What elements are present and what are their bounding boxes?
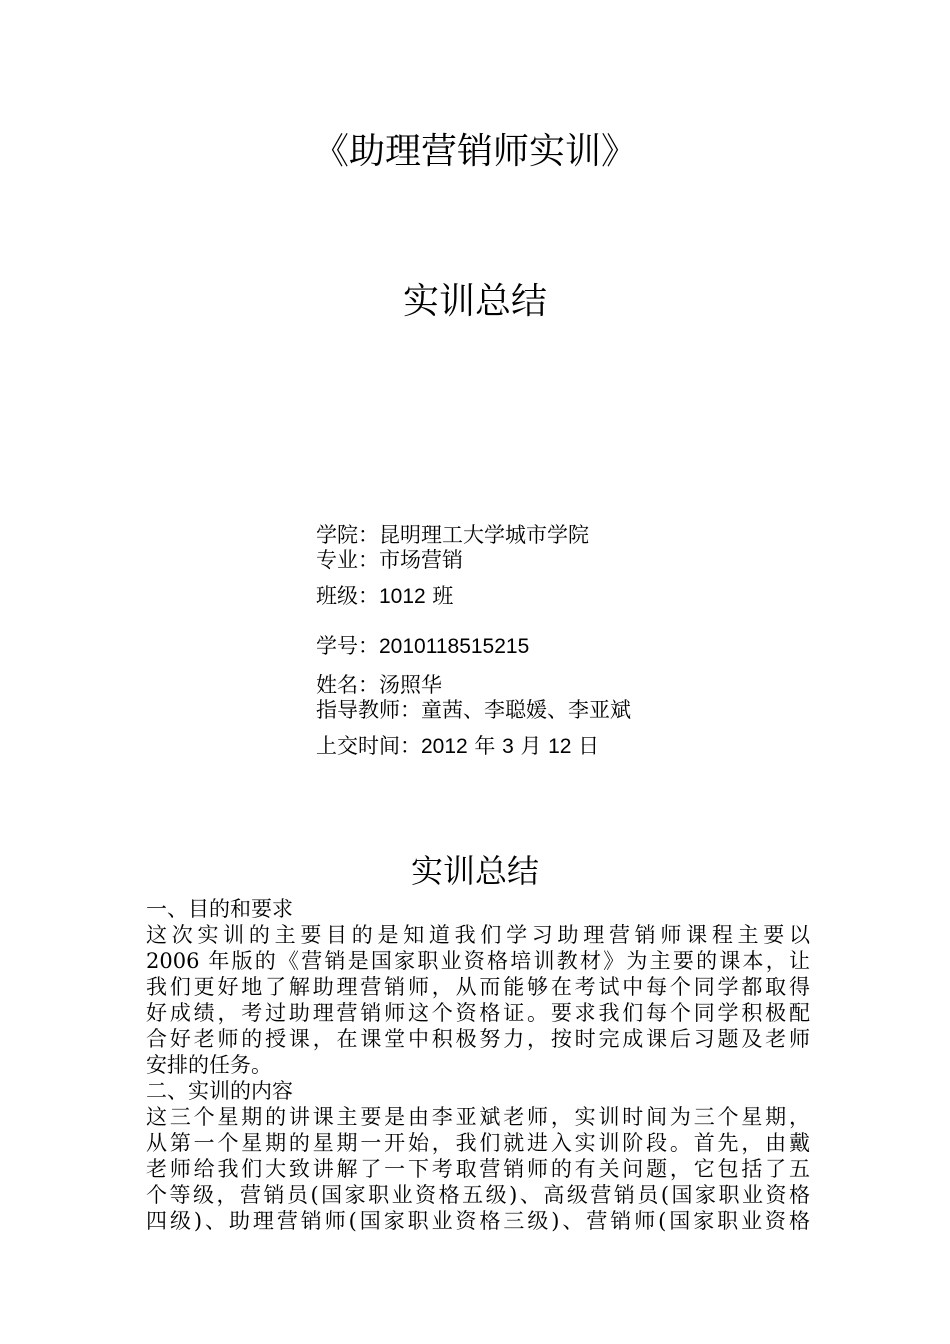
paragraph-line: 这三个星期的讲课主要是由李亚斌老师，实训时间为三个星期， — [146, 1105, 810, 1129]
paragraph-line: 个等级，营销员(国家职业资格五级)、高级营销员(国家职业资格 — [146, 1183, 810, 1207]
paragraph-line: 这次实训的主要目的是知道我们学习助理营销师课程主要以 — [146, 923, 810, 947]
info-major-label: 专业： — [316, 548, 379, 572]
document-title: 《助理营销师实训》 — [312, 131, 637, 172]
paragraph-line: 从第一个星期的星期一开始，我们就进入实训阶段。首先，由戴 — [146, 1131, 810, 1155]
info-student-id-value: 2010118515215 — [379, 635, 530, 658]
info-name-value: 汤照华 — [379, 673, 442, 697]
info-college-value: 昆明理工大学城市学院 — [379, 523, 589, 547]
info-class-number: 1012 — [379, 585, 426, 608]
info-college-label: 学院： — [316, 523, 379, 547]
paragraph-line: 合好老师的授课，在课堂中积极努力，按时完成课后习题及老师 — [146, 1027, 810, 1051]
body-heading: 实训总结 — [410, 852, 539, 890]
paragraph-line: 2006 年版的《营销是国家职业资格培训教材》为主要的课本，让 — [146, 949, 810, 973]
info-student-id — [316, 633, 529, 660]
info-name-label: 姓名： — [316, 673, 379, 697]
info-submit-time-label: 上交时间： — [316, 734, 421, 758]
info-submit-year-unit: 年 — [467, 734, 503, 758]
paragraph-line: 安排的任务。 — [146, 1053, 272, 1077]
info-submit-time — [316, 733, 599, 760]
info-college — [316, 522, 589, 548]
info-class-label: 班级： — [316, 584, 379, 608]
paragraph-line: 四级)、助理营销师(国家职业资格三级)、营销师(国家职业资格 — [146, 1209, 810, 1233]
info-submit-day: 12 — [548, 735, 572, 758]
document-subtitle: 实训总结 — [402, 281, 547, 322]
info-class — [316, 583, 453, 610]
body-text — [146, 896, 810, 1234]
info-major-value: 市场营销 — [379, 548, 463, 572]
info-submit-year: 2012 — [421, 735, 468, 758]
info-student-id-label: 学号： — [316, 634, 379, 658]
info-major — [316, 547, 463, 573]
info-submit-day-unit: 日 — [571, 734, 600, 758]
info-teachers-value: 童茜、李聪媛、李亚斌 — [421, 698, 631, 722]
section-heading-content: 二、实训的内容 — [146, 1079, 293, 1103]
paragraph-line: 我们更好地了解助理营销师，从而能够在考试中每个同学都取得 — [146, 975, 810, 999]
info-teachers-label: 指导教师： — [316, 698, 421, 722]
info-name — [316, 672, 442, 698]
info-class-suffix: 班 — [425, 584, 454, 608]
info-teachers — [316, 697, 631, 723]
info-submit-month-unit: 月 — [513, 734, 549, 758]
info-submit-month: 3 — [502, 735, 514, 758]
paragraph-line: 好成绩，考过助理营销师这个资格证。要求我们每个同学积极配 — [146, 1001, 810, 1025]
section-heading-purpose: 一、目的和要求 — [146, 897, 293, 921]
paragraph-line: 老师给我们大致讲解了一下考取营销师的有关问题，它包括了五 — [146, 1157, 810, 1181]
